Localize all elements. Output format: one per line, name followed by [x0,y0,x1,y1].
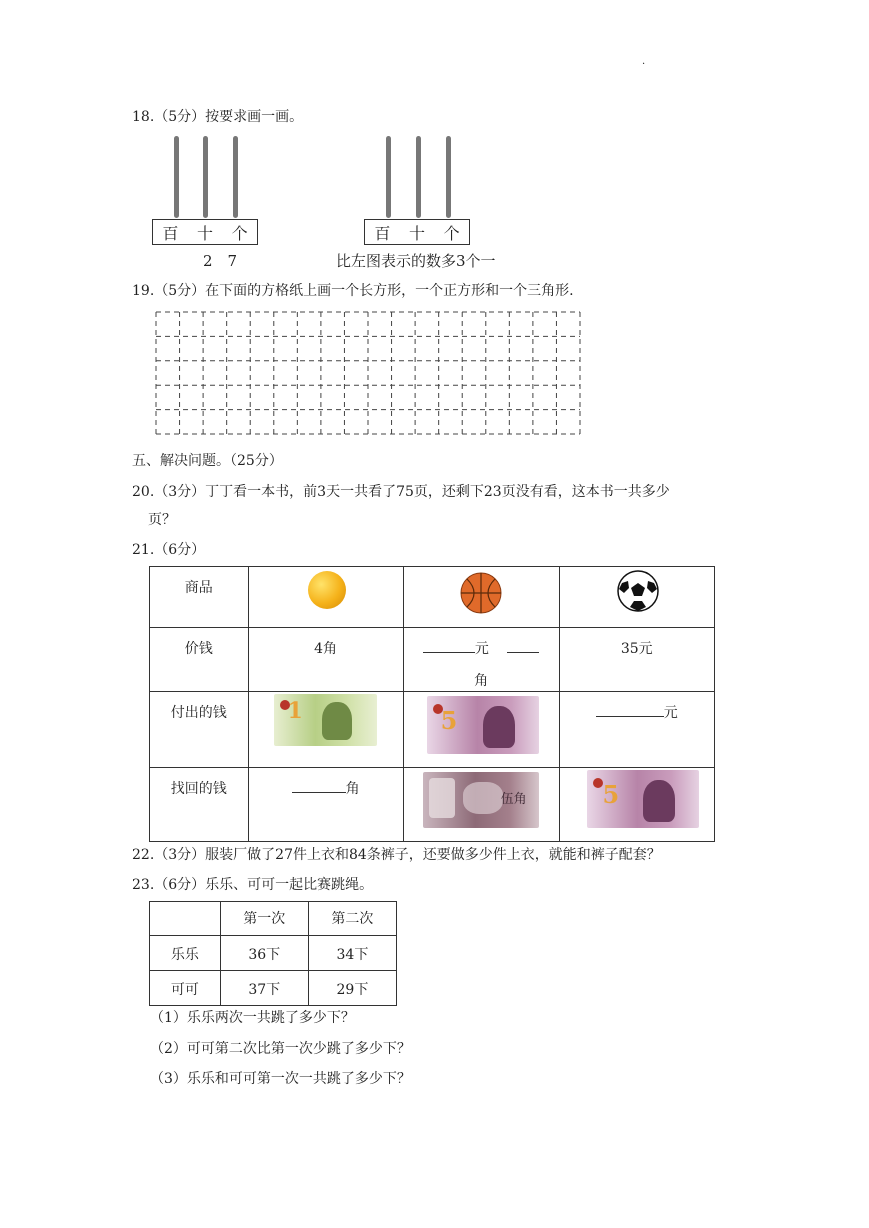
change-orange-ball[interactable] [248,768,403,842]
bill-digit: 5 [602,780,620,809]
price-soccer-ball: 35元 [559,628,714,692]
label-ones: 个 [231,223,248,243]
change-soccer-ball [559,768,714,842]
one-yuan-bill-icon [274,694,377,746]
blank-change-jiao[interactable] [292,778,346,793]
bill-digit: 1 [287,698,303,724]
cell-basketball [403,567,559,628]
q19-title: 19.（5分）在下面的方格纸上画一个长方形，一个正方形和一个三角形. [132,283,574,299]
bill-text: 伍角 [500,792,527,807]
cell-lele-first: 36下 [220,936,308,971]
q23-sub3: （3）乐乐和可可第一次一共跳了多少下？ [150,1071,411,1087]
q21-table [149,566,715,842]
row-name-keke: 可可 [150,971,221,1006]
orange-ball-icon [308,571,346,609]
label-ones: 个 [443,223,460,243]
blank-jiao[interactable] [507,638,539,653]
unit-yuan: 元 [474,641,489,657]
label-hundreds: 百 [374,223,391,243]
q20-line2: 页？ [148,512,176,528]
label-tens: 十 [196,223,213,243]
label-hundreds: 百 [162,223,179,243]
abacus-rod [174,136,179,218]
blank-yuan[interactable] [423,638,475,653]
right-abacus-caption: 比左图表示的数多3个一 [336,252,496,270]
abacus-label-box [152,219,258,245]
label-tens: 十 [408,223,425,243]
blank-paid-yuan[interactable] [596,702,664,717]
q23-title: 23.（6分）乐乐、可可一起比赛跳绳。 [132,877,374,893]
cell-keke-first: 37下 [220,971,308,1006]
cell-lele-second: 34下 [308,936,396,971]
basketball-icon [459,571,503,615]
q21-title: 21.（6分） [132,542,206,558]
five-yuan-bill-icon [427,696,539,754]
paid-soccer-ball[interactable] [559,692,714,768]
change-basketball [403,768,559,842]
section-5-title: 五、解决问题。（25分） [132,453,283,469]
page-dot: . [642,56,646,67]
row-name-lele: 乐乐 [150,936,221,971]
q23-table [149,901,397,1006]
five-jiao-bill-icon [423,772,539,828]
paid-basketball [403,692,559,768]
row-header-price: 价钱 [150,628,249,692]
price-basketball[interactable] [403,628,559,692]
soccer-ball-icon [616,569,660,613]
table-header-second: 第二次 [308,902,396,936]
cell-orange-ball [248,567,403,628]
left-abacus-values: 2 7 [203,252,238,270]
cell-soccer-ball [559,567,714,628]
q23-sub2: （2）可可第二次比第一次少跳了多少下？ [150,1041,411,1057]
abacus-rod [446,136,451,218]
abacus-rod [233,136,238,218]
unit-jiao: 角 [345,781,360,797]
paid-orange-ball [248,692,403,768]
price-orange-ball: 4角 [248,628,403,692]
unit-jiao: 角 [474,673,489,689]
abacus-rod [416,136,421,218]
row-header-goods: 商品 [150,567,249,628]
q23-sub1: （1）乐乐两次一共跳了多少下？ [150,1010,355,1026]
dashed-grid-paper[interactable] [155,311,581,435]
table-header-first: 第一次 [220,902,308,936]
table-header-empty [150,902,221,936]
q20-line1: 20.（3分）丁丁看一本书，前3天一共看了75页，还剩下23页没有看，这本书一共多少 [132,484,670,500]
q18-title: 18.（5分）按要求画一画。 [132,109,304,125]
five-yuan-bill-icon [587,770,699,828]
q22-text: 22.（3分）服装厂做了27件上衣和84条裤子，还要做多少件上衣，就能和裤子配套？ [132,847,661,863]
row-header-change: 找回的钱 [150,768,249,842]
unit-yuan: 元 [663,705,678,721]
abacus-rod [203,136,208,218]
abacus-label-box [364,219,470,245]
cell-keke-second: 29下 [308,971,396,1006]
abacus-rod [386,136,391,218]
bill-digit: 5 [440,706,458,735]
row-header-paid: 付出的钱 [150,692,249,768]
